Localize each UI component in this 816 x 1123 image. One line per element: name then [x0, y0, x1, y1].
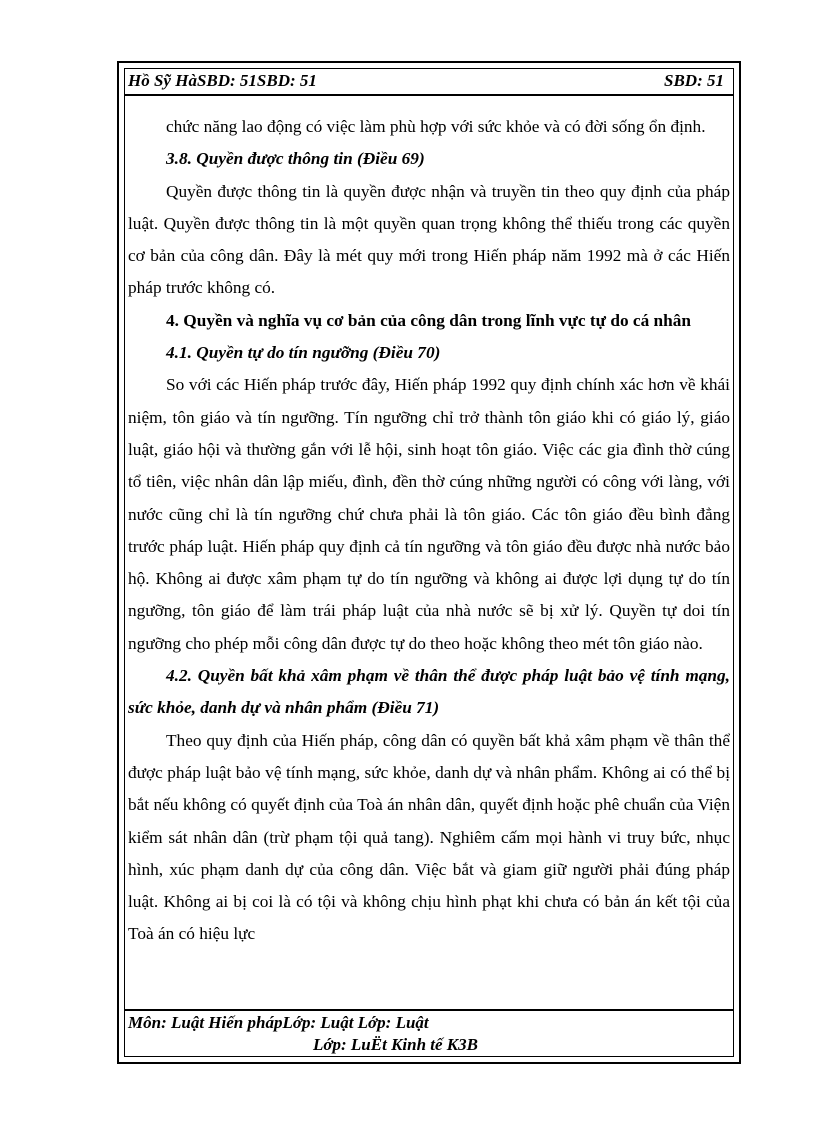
- heading-4-2: 4.2. Quyền bất khả xâm phạm về thân thể được pháp luật bảo vệ tính mạng, sức khỏe, danh dự và nhân phẩm (Điều 71): [128, 666, 730, 718]
- footer-subject: Môn: Luật Hiến phápLớp: Luật Lớp: Luật: [128, 1013, 429, 1032]
- footer-class: Lớp: LuËt Kinh tế K3B: [313, 1035, 478, 1054]
- header-rule: [124, 94, 734, 96]
- header-author: Hồ Sỹ HàSBD: 51SBD: 51: [128, 71, 317, 90]
- heading-4: 4. Quyền và nghĩa vụ cơ bản của công dân trong lĩnh vực tự do cá nhân: [166, 310, 692, 330]
- paragraph-continuation: chức năng lao động có việc làm phù hợp với sức khỏe và có đời sống ổn định.: [166, 117, 706, 136]
- heading-3-8: 3.8. Quyền được thông tin (Điều 69): [166, 149, 425, 169]
- document-body: [128, 111, 730, 951]
- page-header: [128, 70, 730, 92]
- heading-4-1: 4.1. Quyền tự do tín ngưỡng (Điều 70): [166, 343, 441, 363]
- paragraph-freedom-of-belief: So với các Hiến pháp trước đây, Hiến pháp 1992 quy định chính xác hơn về khái niệm, tôn giáo và tín ngưỡng. Tín ngưỡng chỉ trở thành tôn giáo khi có giáo lý, giáo luật, giáo hội và thường gắn với lễ hội, sinh hoạt tôn giáo. Việc các gia đình thờ cúng tổ tiên, việc nhân dân lập miếu, đình, đền thờ cúng những người có công với làng, với nước cũng chỉ là tín ngưỡng chứ chưa phải là tôn giáo. Các tôn giáo đều bình đẳng trước pháp luật. Hiến pháp quy định cả tín ngưỡng và tôn giáo đều được nhà nước bảo hộ. Không ai được xâm phạm tự do tín ngưỡng và không ai được lợi dụng tự do tín ngưỡng, tôn giáo để làm trái pháp luật của nhà nước sẽ bị xử lý. Quyền tự doi tín ngưỡng cho phép mỗi công dân được tự do theo hoặc không theo mét tôn giáo nào.: [128, 375, 730, 653]
- paragraph-bodily-inviolability: Theo quy định của Hiến pháp, công dân có quyền bất khả xâm phạm về thân thể được pháp luật bảo vệ tính mạng, sức khỏe, danh dự và nhân phẩm. Không ai có thể bị bắt nếu không có quyết định của Toà án nhân dân, quyết định hoặc phê chuẩn của Viện kiểm sát nhân dân (trừ phạm tội quả tang). Nghiêm cấm mọi hành vi truy bức, nhục hình, xúc phạm danh dự của công dân. Việc bắt và giam giữ người phải đúng pháp luật. Không ai bị coi là có tội và không chịu hình phạt khi chưa có bản án kết tội của Toà án có hiệu lực: [128, 730, 730, 944]
- header-sbd: SBD: 51: [664, 71, 724, 90]
- footer-rule: [124, 1009, 734, 1011]
- page-footer: [128, 1012, 730, 1056]
- paragraph-right-to-information: Quyền được thông tin là quyền được nhận và truyền tin theo quy định của pháp luật. Quyền được thông tin là một quyền quan trọng không thể thiếu trong các quyền cơ bản của công dân. Đây là mét quy mới trong Hiến pháp năm 1992 mà ở các Hiến pháp trước không có.: [128, 181, 730, 298]
